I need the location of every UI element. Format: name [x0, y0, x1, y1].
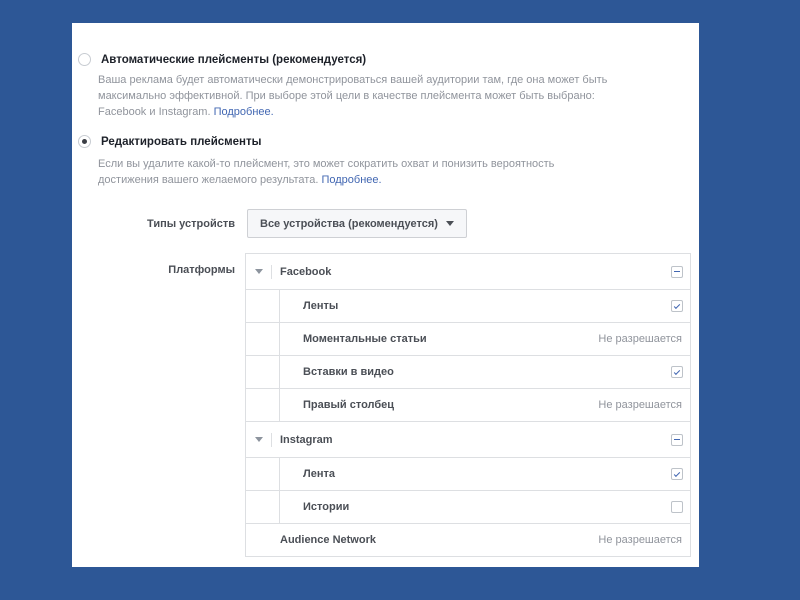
- placement-name: Моментальные статьи: [303, 333, 427, 345]
- auto-desc-line-2: максимально эффективной. При выборе этой цели в качестве плейсмента может быть выбрано:: [98, 90, 595, 102]
- edit-desc-line-2: [98, 172, 688, 188]
- placement-checkbox[interactable]: [671, 366, 683, 378]
- placement-row: [246, 389, 690, 422]
- placement-name: Правый столбец: [303, 399, 395, 411]
- auto-placements-label: Автоматические плейсменты (рекомендуется): [101, 53, 367, 66]
- device-types-dropdown[interactable]: [247, 209, 467, 238]
- platform-group-facebook[interactable]: [246, 254, 690, 290]
- chevron-down-icon[interactable]: [255, 437, 263, 442]
- checkmark-icon: [674, 302, 680, 308]
- placement-checkbox[interactable]: [671, 300, 683, 312]
- edit-placements-radio[interactable]: [78, 135, 91, 148]
- platforms-tree: [245, 253, 691, 557]
- platform-status: Не разрешается: [598, 534, 682, 546]
- edit-placements-label: Редактировать плейсменты: [101, 135, 262, 148]
- caret-down-icon: [446, 221, 454, 226]
- placement-status: Не разрешается: [598, 399, 682, 411]
- checkmark-icon: [674, 368, 680, 374]
- checkmark-icon: [674, 470, 680, 476]
- auto-desc-line-3: [98, 104, 688, 120]
- divider: [271, 265, 272, 279]
- auto-desc-line-3-text: Facebook и Instagram.: [98, 106, 211, 118]
- placement-row[interactable]: [246, 458, 690, 491]
- placement-checkbox[interactable]: [671, 501, 683, 513]
- platform-group-instagram[interactable]: [246, 422, 690, 458]
- placement-status: Не разрешается: [598, 333, 682, 345]
- edit-learn-more-link[interactable]: Подробнее.: [321, 174, 382, 186]
- minus-icon: [674, 439, 680, 441]
- platform-name-instagram: Instagram: [280, 433, 333, 446]
- platform-name-audience-network: Audience Network: [280, 534, 376, 546]
- auto-desc-line-1: Ваша реклама будет автоматически демонстрироваться вашей аудитории там, где она может быть: [98, 74, 608, 86]
- edit-placements-option[interactable]: [78, 135, 261, 148]
- platform-name-facebook: Facebook: [280, 265, 332, 278]
- auto-placements-radio[interactable]: [78, 53, 91, 66]
- auto-placements-description: [98, 72, 688, 120]
- edit-placements-description: [98, 156, 688, 188]
- platforms-label: Платформы: [168, 264, 235, 276]
- chevron-down-icon[interactable]: [255, 269, 263, 274]
- placement-row[interactable]: [246, 356, 690, 389]
- auto-learn-more-link[interactable]: Подробнее.: [213, 106, 274, 118]
- placement-name: Ленты: [303, 300, 339, 312]
- placements-panel: [72, 23, 699, 567]
- platform-row-audience-network: [246, 524, 690, 557]
- minus-icon: [674, 271, 680, 273]
- device-types-selected: Все устройства (рекомендуется): [260, 217, 438, 230]
- placement-name: Истории: [303, 501, 350, 513]
- placement-name: Вставки в видео: [303, 366, 394, 378]
- auto-placements-option[interactable]: [78, 53, 366, 66]
- divider: [271, 433, 272, 447]
- edit-desc-line-2-text: достижения вашего желаемого результата.: [98, 174, 319, 186]
- edit-desc-line-1: Если вы удалите какой-то плейсмент, это может сократить охват и понизить вероятность: [98, 158, 555, 170]
- placement-name: Лента: [303, 468, 335, 480]
- placement-row: [246, 323, 690, 356]
- instagram-partial-checkbox[interactable]: [671, 434, 683, 446]
- placement-row[interactable]: [246, 290, 690, 323]
- device-types-label: Типы устройств: [147, 218, 235, 230]
- placement-checkbox[interactable]: [671, 468, 683, 480]
- placement-row[interactable]: [246, 491, 690, 524]
- facebook-partial-checkbox[interactable]: [671, 266, 683, 278]
